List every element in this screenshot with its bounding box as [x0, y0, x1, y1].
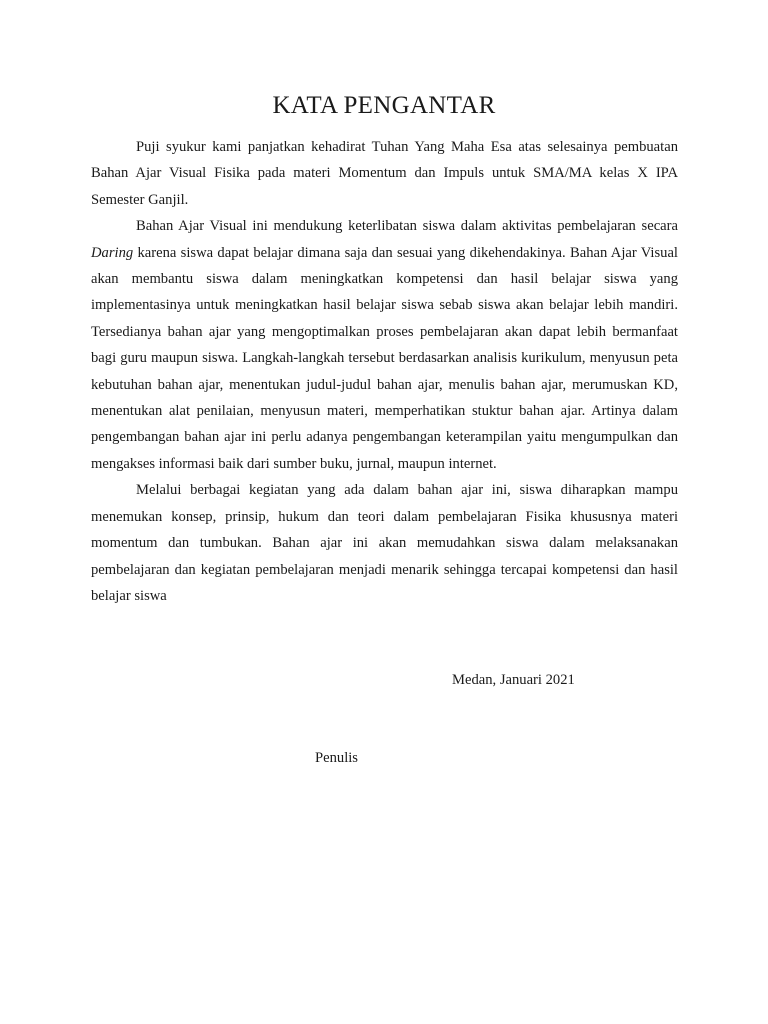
paragraph-1: Puji syukur kami panjatkan kehadirat Tuhan Yang Maha Esa atas selesainya pembuatan Bahan Ajar Visual Fisika pada materi Momentum dan Impuls untuk SMA/MA kelas X IPA Semester Ganjil.: [91, 139, 678, 208]
paragraph-2-after: karena siswa dapat belajar dimana saja dan sesuai yang dikehendakinya. Bahan Ajar Visual akan membantu siswa dalam meningkatkan kompetensi dan hasil belajar siswa yang implementasinya untuk meningkatkan hasil belajar siswa sebab siswa akan belajar lebih mandiri. Tersedianya bahan ajar yang mengoptimalkan proses pembelajaran akan dapat lebih bermanfaat bagi guru maupun siswa. Langkah-langkah tersebut berdasarkan analisis kurikulum, menyusun peta kebutuhan bahan ajar, menentukan judul-judul bahan ajar, menulis bahan ajar, merumuskan KD, menentukan alat penilaian, menyusun materi, memperhatikan stuktur bahan ajar. Artinya dalam pengembangan bahan ajar ini perlu adanya pengembangan keterampilan yaitu mengumpulkan dan mengakses informasi baik dari sumber buku, jurnal, maupun internet.: [91, 244, 678, 472]
paragraph-2-emphasis: Daring: [91, 244, 134, 261]
body-text: [91, 134, 678, 609]
place-date: Medan, Januari 2021: [452, 672, 575, 688]
paragraph-2: [91, 213, 678, 477]
paragraph-2-before: Bahan Ajar Visual ini mendukung keterlibatan siswa dalam aktivitas pembelajaran secara: [136, 218, 678, 235]
page-title: KATA PENGANTAR: [272, 92, 496, 119]
author-signature: Penulis: [315, 750, 358, 766]
paragraph-3: Melalui berbagai kegiatan yang ada dalam bahan ajar ini, siswa diharapkan mampu menemukan konsep, prinsip, hukum dan teori dalam pembelajaran Fisika khususnya materi momentum dan tumbukan. Bahan ajar ini akan memudahkan siswa dalam melaksanakan pembelajaran dan kegiatan pembelajaran menjadi menarik sehingga tercapai kompetensi dan hasil belajar siswa: [91, 482, 678, 604]
